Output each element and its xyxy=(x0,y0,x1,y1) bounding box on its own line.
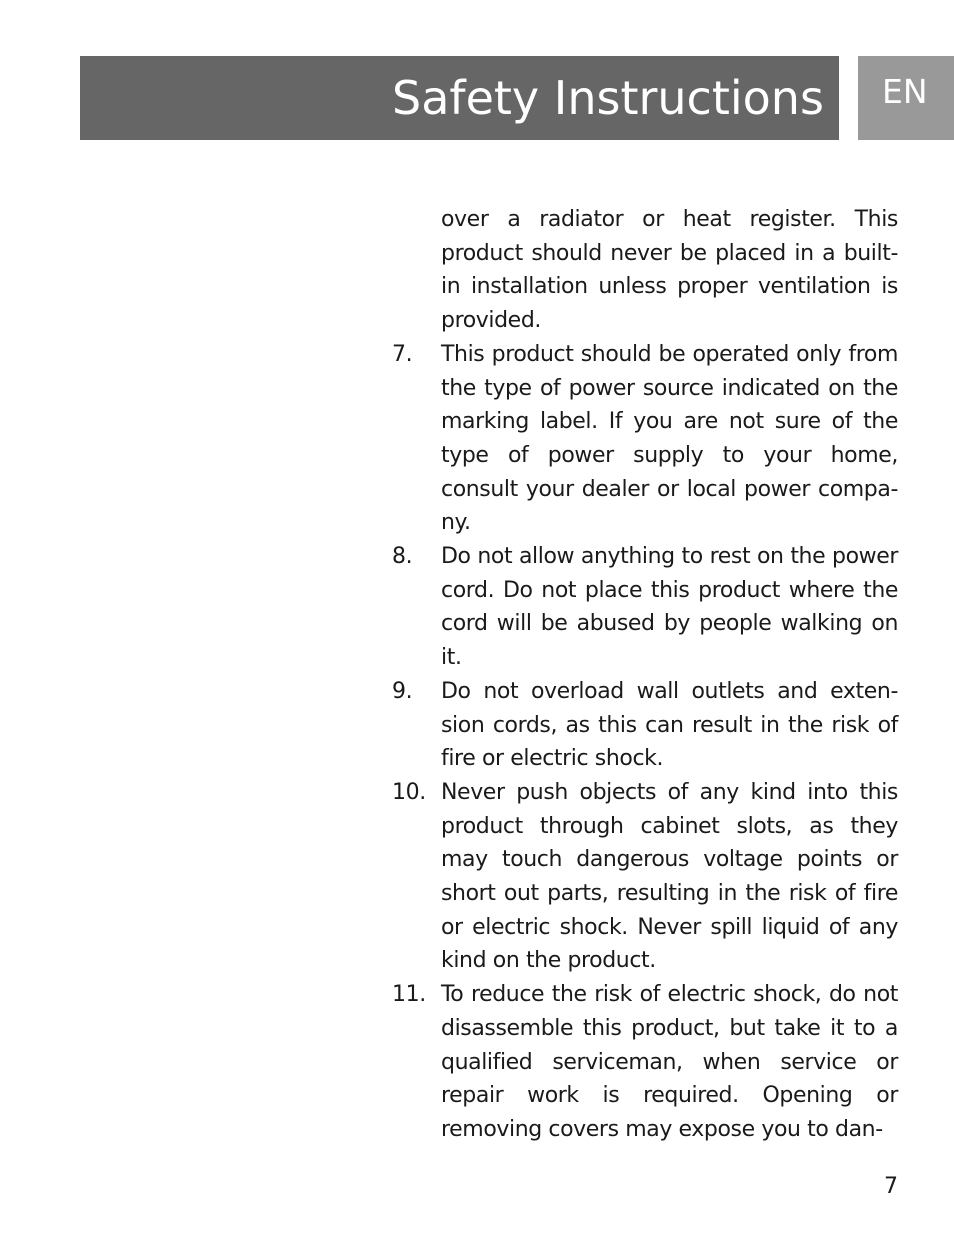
instructions-list xyxy=(392,203,898,1147)
item-number: 9. xyxy=(392,678,413,704)
language-label: EN xyxy=(882,72,928,111)
title-bar xyxy=(80,56,839,140)
item-number: 8. xyxy=(392,544,413,570)
continuation-paragraph xyxy=(392,203,898,338)
item-text: Never push objects of any kind into this product through cabinet slots, as they may touch dangerous voltage points or short out parts, resulting in the risk of fire or electric shock. Never spill liquid of any kind on the product. xyxy=(441,779,898,974)
language-tab xyxy=(858,56,954,140)
list-item xyxy=(392,675,898,776)
item-number: 7. xyxy=(392,341,413,367)
page-title: Safety Instructions xyxy=(392,71,824,125)
list-item xyxy=(392,338,898,540)
item-text: Do not overload wall outlets and exten-sion cords, as this can result in the risk of fire or electric shock. xyxy=(441,678,898,772)
page-number: 7 xyxy=(884,1174,898,1199)
item-text: This product should be operated only from the type of power source indicated on the marking label. If you are not sure of the type of power supply to your home, consult your dealer or local power compa-ny. xyxy=(441,341,898,536)
item-text: Do not allow anything to rest on the power cord. Do not place this product where the cord will be abused by people walking on it. xyxy=(441,544,898,671)
item-number: 10. xyxy=(392,779,426,805)
item-number: 11. xyxy=(392,982,426,1008)
list-item xyxy=(392,540,898,675)
continuation-text: over a radiator or heat register. This product should never be placed in a built-in installation unless proper ventilation is provided. xyxy=(441,207,898,334)
list-item xyxy=(392,776,898,978)
list-item xyxy=(392,978,898,1147)
item-text: To reduce the risk of electric shock, do not disassemble this product, but take it to a qualified serviceman, when service or repair work is required. Opening or removing covers may expose you to dan- xyxy=(441,982,898,1142)
